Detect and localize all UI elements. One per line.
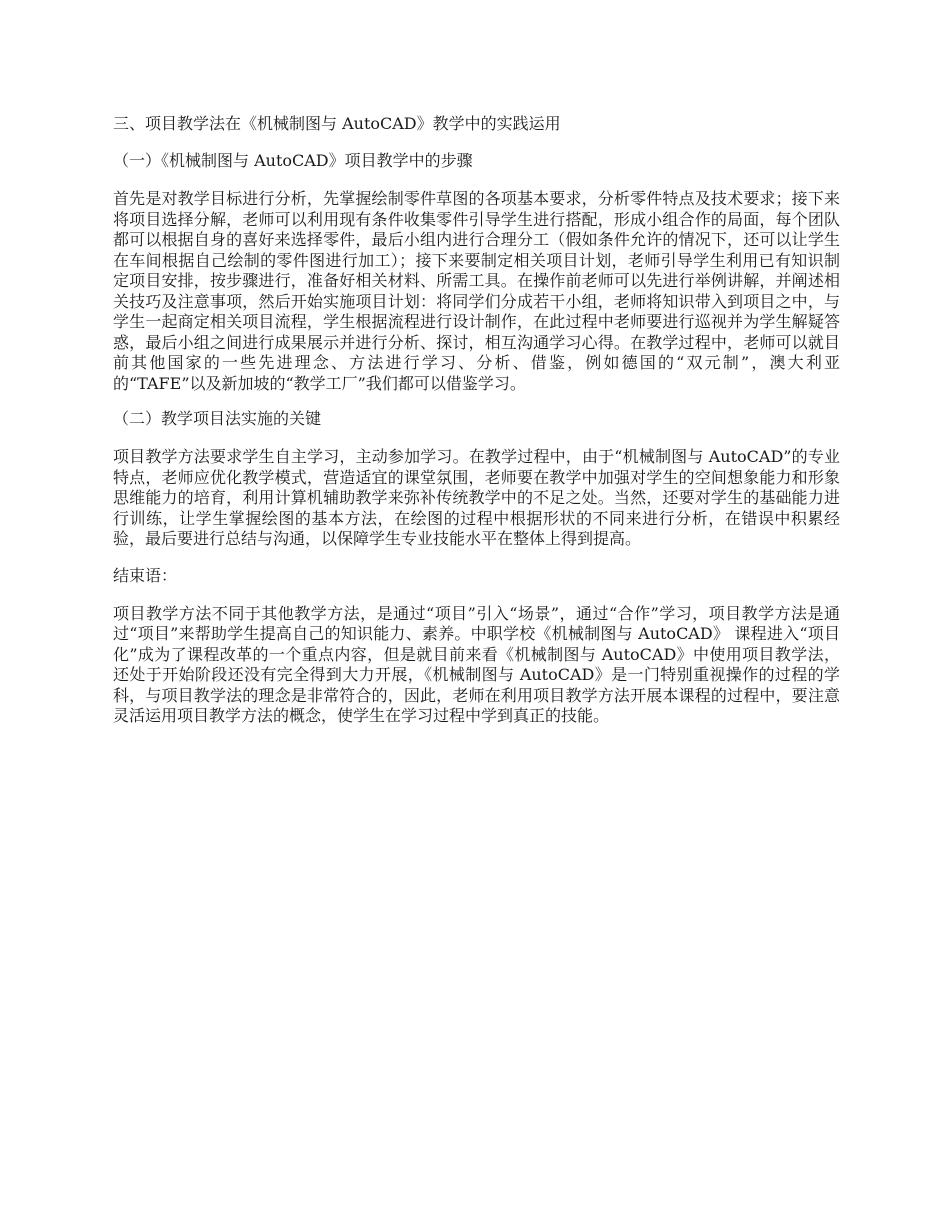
paragraph-conclusion: 项目教学方法不同于其他教学方法，是通过“项目”引入“场景”，通过“合作”学习，项目教学方法是通过“项目”来帮助学生提高自己的知识能力、素养。中职学校《机械制图与 AutoCAD》 课程进入“项目化”成为了课程改革的一个重点内容，但是就目前来看《机械制图与 AutoCAD》中使用项目教学法，还处于开始阶段还没有完全得到大力开展，《机械制图与 AutoCAD》是一门特别重视操作的过程的学科，与项目教学法的理念是非常符合的，因此，老师在利用项目教学方法开展本课程的过程中，要注意灵活运用项目教学方法的概念，使学生在学习过程中学到真正的技能。 xyxy=(113,603,840,725)
section-title: 三、项目教学法在《机械制图与 AutoCAD》教学中的实践运用 xyxy=(113,114,561,133)
paragraph-key: 项目教学方法要求学生自主学习，主动参加学习。在教学过程中，由于“机械制图与 AutoCAD”的专业特点，老师应优化教学模式，营造适宜的课堂氛围，老师要在教学中加强对学生的空间想象能力和形象思维能力的培育，利用计算机辅助教学来弥补传统教学中的不足之处。当然，还要对学生的基础能力进行训练，让学生掌握绘图的基本方法，在绘图的过程中根据形状的不同来进行分析，在错误中积累经验，最后要进行总结与沟通，以保障学生专业技能水平在整体上得到提高。 xyxy=(113,447,840,548)
document-page xyxy=(113,113,840,727)
subsection-title-steps: （一）《机械制图与 AutoCAD》项目教学中的步骤 xyxy=(113,151,473,170)
conclusion-label: 结束语： xyxy=(113,565,178,585)
subsection-title-key: （二）教学项目法实施的关键 xyxy=(113,409,322,428)
paragraph-steps: 首先是对教学目标进行分析，先掌握绘制零件草图的各项基本要求，分析零件特点及技术要求；接下来将项目选择分解，老师可以利用现有条件收集零件引导学生进行搭配，形成小组合作的局面，每个团队都可以根据自身的喜好来选择零件，最后小组内进行合理分工（假如条件允许的情况下，还可以让学生在车间根据自己绘制的零件图进行加工）；接下来要制定相关项目计划，老师引导学生利用已有知识制定项目安排，按步骤进行，准备好相关材料、所需工具。在操作前老师可以先进行举例讲解，并阐述相关技巧及注意事项，然后开始实施项目计划：将同学们分成若干小组，老师将知识带入到项目之中，与学生一起商定相关项目流程，学生根据流程进行设计制作，在此过程中老师要进行巡视并为学生解疑答惑，最后小组之间进行成果展示并进行分析、探讨，相互沟通学习心得。在教学过程中，老师可以就目前其他国家的一些先进理念、方法进行学习、分析、借鉴，例如德国的“双元制”，澳大利亚的“TAFE”以及新加坡的“教学工厂”我们都可以借鉴学习。 xyxy=(113,189,840,393)
